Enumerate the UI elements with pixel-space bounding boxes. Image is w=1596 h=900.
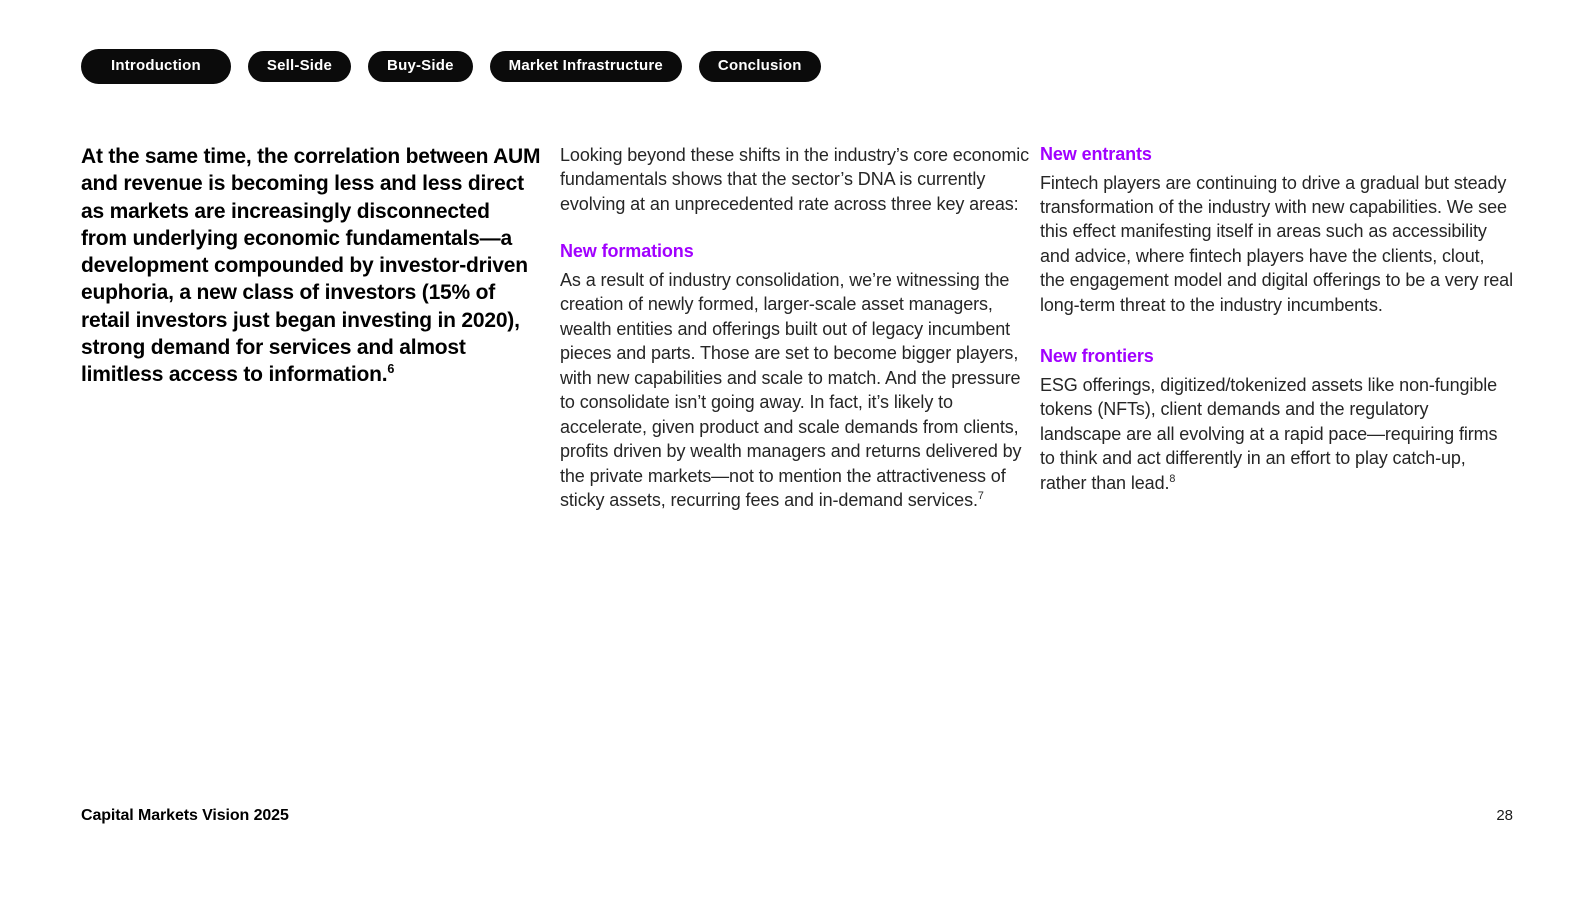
section-heading-new-entrants: New entrants <box>1040 144 1152 164</box>
section-new-entrants <box>1040 143 1513 317</box>
middle-column <box>560 143 1030 513</box>
nav-pill-introduction[interactable]: Introduction <box>81 49 231 84</box>
intro-paragraph: Looking beyond these shifts in the industry’s core economic fundamentals shows that the sector’s DNA is currently evolving at an unprecedented rate across three key areas: <box>560 145 1030 214</box>
nav-pill-buy-side[interactable]: Buy-Side <box>368 51 473 82</box>
footnote-ref-7: 7 <box>977 490 984 503</box>
footnote-ref-8: 8 <box>1169 472 1176 485</box>
section-heading-new-formations: New formations <box>560 241 694 262</box>
section-body-new-formations <box>560 268 1030 513</box>
section-new-formations <box>560 240 1030 512</box>
section-body-text: Fintech players are continuing to drive a gradual but steady transformation of the industry with new capabilities. We see this effect manifesting itself in areas such as accessibility and advice, where fintech players have the clients, clout, the engagement model and digital offerings to be a very real long-term threat to the industry incumbents. <box>1040 172 1513 315</box>
top-nav <box>81 49 821 84</box>
section-body-text: ESG offerings, digitized/tokenized assets like non-fungible tokens (NFTs), client demands and the regulatory landscape are all evolving at a rapid pace—requiring firms to think and act differently in an effort to play catch-up, rather than lead. <box>1040 374 1498 493</box>
page-footer <box>81 807 1513 825</box>
section-new-frontiers <box>1040 345 1513 495</box>
section-body-new-frontiers <box>1040 373 1513 495</box>
section-heading-new-frontiers: New frontiers <box>1040 346 1154 367</box>
page-number: 28 <box>1496 807 1513 824</box>
headline-column <box>81 143 541 389</box>
headline-body: At the same time, the correlation between AUM and revenue is becoming less and less direct as markets are increasingly disconnected from underlying economic fundamentals—a development compounded by investor-driven euphoria, a new class of investors (15% of retail investors just began investing in 2020), strong demand for services and almost limitless access to information. <box>81 145 541 387</box>
page-content <box>81 143 1513 513</box>
right-column <box>1040 143 1513 495</box>
footnote-ref-6: 6 <box>387 362 395 377</box>
headline-text <box>81 143 541 389</box>
report-title: Capital Markets Vision 2025 <box>81 807 289 824</box>
nav-pill-market-infrastructure[interactable]: Market Infrastructure <box>490 51 682 82</box>
section-body-text: As a result of industry consolidation, we’re witnessing the creation of newly formed, larger-scale asset managers, wealth entities and offerings built out of legacy incumbent pieces and parts. Those are set to become bigger players, with new capabilities and scale to match. And the pressure to consolidate isn’t going away. In fact, it’s likely to accelerate, given product and scale demands from clients, profits driven by wealth managers and returns delivered by the private markets—not to mention the attractiveness of sticky assets, recurring fees and in-demand services. <box>560 269 1022 511</box>
section-body-new-entrants <box>1040 171 1513 318</box>
nav-pill-sell-side[interactable]: Sell-Side <box>248 51 351 82</box>
nav-pill-conclusion[interactable]: Conclusion <box>699 51 821 82</box>
